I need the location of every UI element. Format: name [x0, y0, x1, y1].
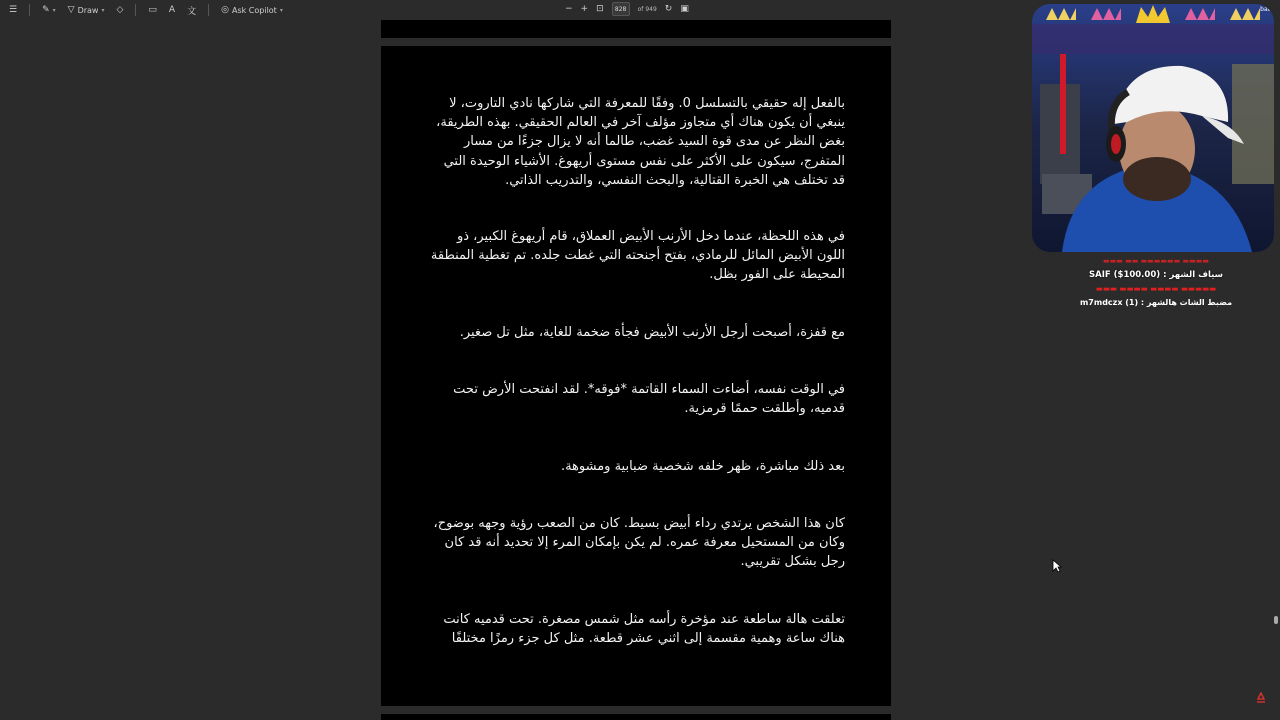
read-aloud-icon[interactable]: A — [168, 5, 176, 15]
paragraph: بالفعل إله حقيقي بالتسلسل 0. وفقًا للمعرفة التي شاركها نادي التاروت، لا ينبغي أن يكون هناك أي متجاوز مؤلف آخر في العالم الحقيقي. بهذه الطريقة، بغض النظر عن مدى قوة السيد غضب، طالما أنه لا يزال جزءًا من مسار المتفرج، سيكون على الأكثر على نفس مستوى أريهوغ. الأشياء الوحيدة التي قد تختلف هي الخبرة القتالية، والبحث النفسي، والتدريب الذاتي. — [436, 96, 845, 188]
contents-icon[interactable]: ☰ — [9, 5, 18, 15]
paragraph: في الوقت نفسه، أضاءت السماء القاتمة *فوقه*. لقد انفتحت الأرض تحت قدميه، وأطلقت حممًا قرمزية. — [453, 382, 845, 417]
page-number-input[interactable]: 828 — [612, 2, 630, 16]
highlight-button[interactable] — [39, 2, 59, 18]
alert-line-blurred: ▬▬▬▬▬ ▬▬▬▬ ▬▬▬▬ ▬▬▬ — [1095, 284, 1217, 293]
paragraph: بعد ذلك مباشرة، ظهر خلفه شخصية ضبابية ومشوهة. — [560, 459, 845, 474]
paragraph: في هذه اللحظة، عندما دخل الأرنب الأبيض العملاق، قام أريهوغ الكبير، ذو اللون الأبيض المائل للرمادي، بفتح أجنحته التي غطت جلده. تم تغطية المنطقة المحيطة على الفور بظل. — [430, 229, 845, 283]
chat-controller: مضبط الشات هالشهر : m7mdczx (1) — [1079, 298, 1233, 307]
badge-icon — [1091, 8, 1121, 20]
monthly-supporter: سياف الشهر : SAIF ($100.00) — [1089, 270, 1223, 280]
ask-copilot-button[interactable] — [218, 2, 286, 18]
chevron-down-icon: ▾ — [279, 6, 283, 14]
draw-button[interactable] — [65, 2, 108, 18]
paragraph: كان هذا الشخص يرتدي رداء أبيض بسيط. كان من الصعب رؤية وجهه بوضوح، وكان من المستحيل معرفة عمره. لم يكن بإمكان المرء إلا تحديد أنه قد كان رجل بشكل تقريبي. — [433, 516, 845, 570]
page-total: of 949 — [637, 5, 657, 13]
crown-icon — [1136, 5, 1170, 23]
mouse-cursor-icon — [1052, 559, 1062, 573]
chevron-down-icon: ▾ — [52, 6, 56, 14]
alert-line-blurred: ▬▬▬▬ ▬▬▬▬▬▬ ▬▬ ▬▬▬ — [1103, 257, 1209, 265]
toolbar-divider — [208, 4, 209, 16]
stream-alerts — [1066, 254, 1246, 310]
badge-row — [1032, 4, 1274, 24]
zoom-out-icon[interactable]: − — [565, 4, 573, 14]
pdf-icon — [1255, 692, 1267, 704]
text-box-icon[interactable]: ▭ — [148, 5, 157, 15]
rotate-icon[interactable]: ↻ — [664, 4, 673, 14]
pen-icon: ▽ — [67, 5, 75, 15]
draw-label: Draw — [77, 5, 99, 15]
highlighter-icon: ✎ — [42, 5, 50, 15]
zoom-in-icon[interactable]: + — [580, 4, 589, 14]
copilot-icon: ◎ — [221, 5, 229, 15]
scrollbar-thumb[interactable] — [1274, 616, 1278, 624]
previous-page — [381, 20, 891, 38]
webcam-feed — [1032, 4, 1274, 252]
ask-copilot-label: Ask Copilot — [231, 5, 277, 15]
toolbar-divider — [135, 4, 136, 16]
translate-icon[interactable]: 文 — [187, 6, 197, 17]
next-page — [381, 714, 891, 720]
overlay-corner-label: bat — [1260, 6, 1270, 13]
paragraph: مع قفزة، أصبحت أرجل الأرنب الأبيض فجأة ضخمة للغاية، مثل تل صغير. — [459, 325, 845, 340]
toolbar-divider — [29, 4, 30, 16]
streamer-camera-image — [1032, 4, 1274, 252]
badge-icon — [1046, 8, 1076, 20]
badge-icon — [1230, 8, 1260, 20]
eraser-icon[interactable]: ◇ — [116, 5, 124, 15]
badge-icon — [1185, 8, 1215, 20]
fit-page-icon[interactable]: ⊡ — [596, 4, 604, 14]
pdf-page — [381, 46, 891, 706]
page-view-icon[interactable]: ▣ — [680, 4, 689, 14]
page-navigation — [565, 2, 689, 16]
paragraph: تعلقت هالة ساطعة عند مؤخرة رأسه مثل شمس مصغرة. تحت قدميه كانت هناك ساعة وهمية مقسمة إلى اثني عشر قطعة. مثل كل جزء رمزًا مختلفًا — [443, 612, 845, 647]
chevron-down-icon: ▾ — [101, 6, 105, 14]
